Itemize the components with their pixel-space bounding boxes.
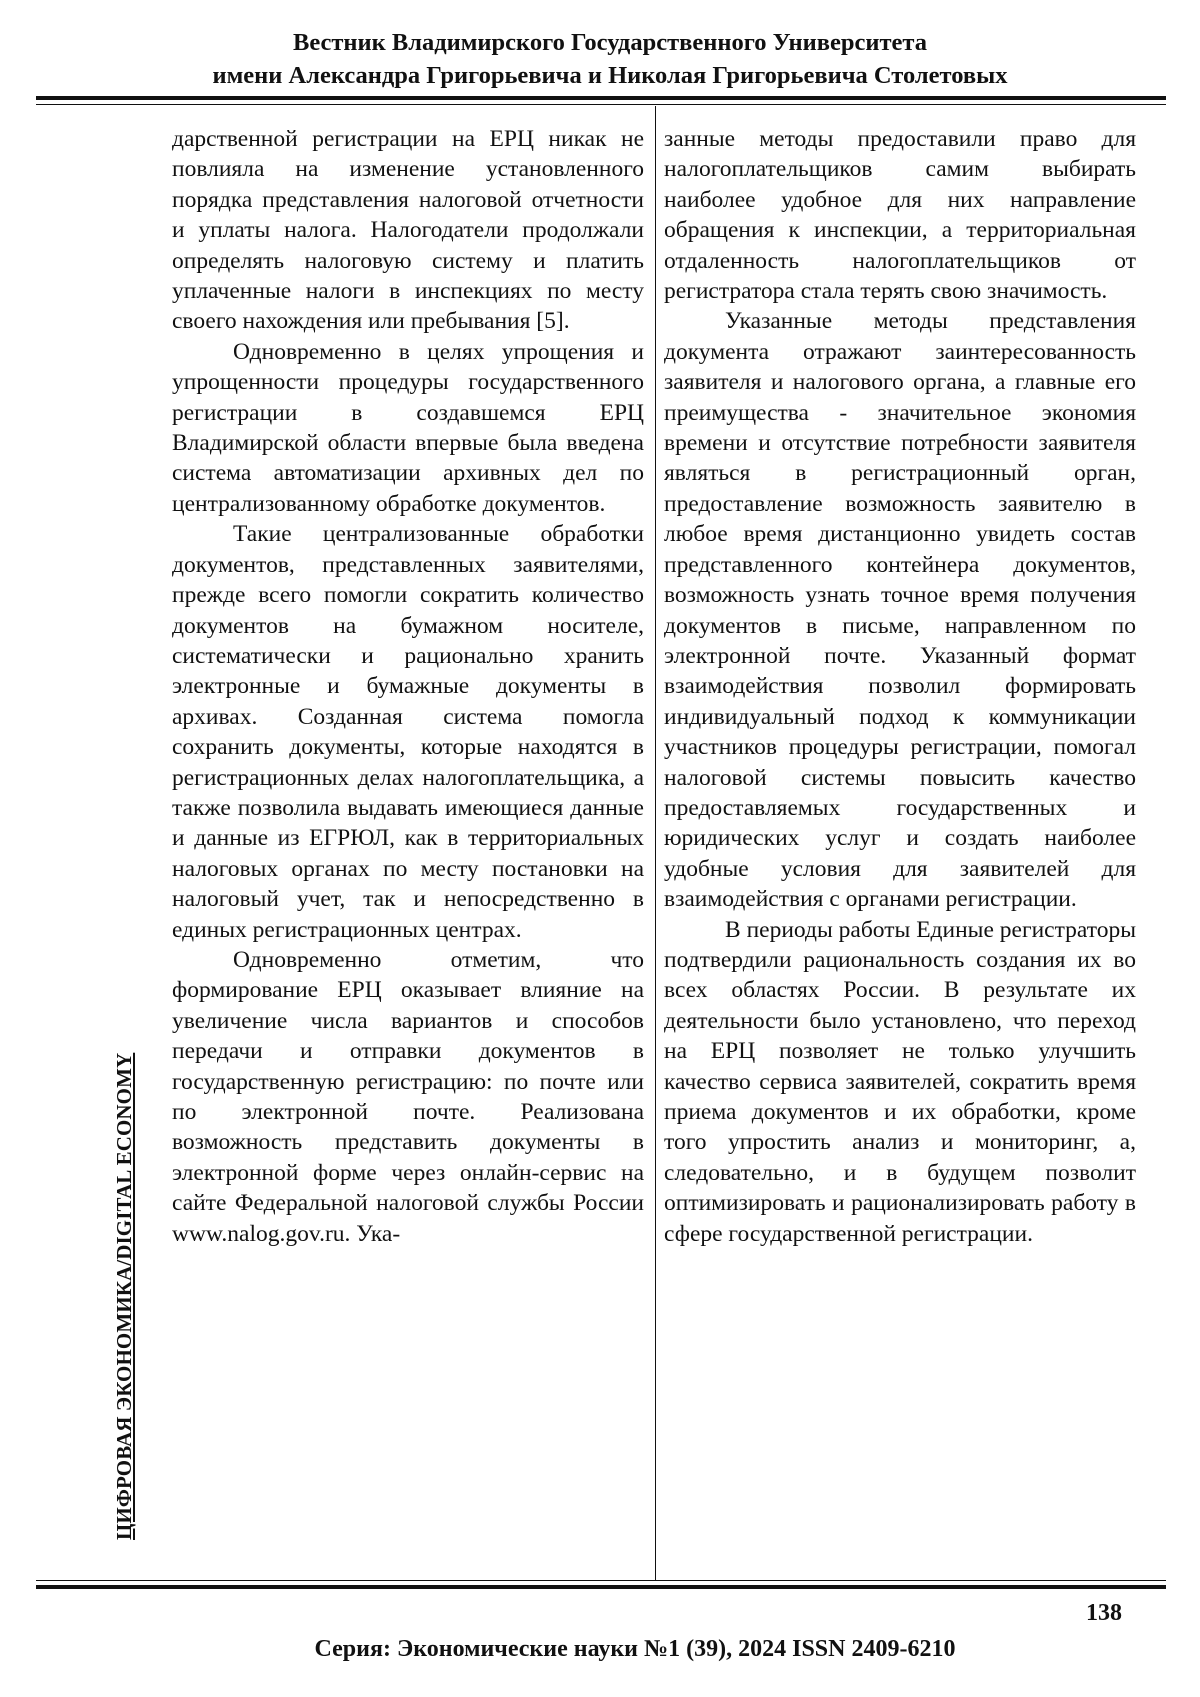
header-rule-thin xyxy=(36,104,1166,105)
paragraph: В периоды работы Единые регистраторы подтвердили рациональность создания их во всех областях России. В результате их деятельности было установлено, что переход на ЕРЦ позволяет не только улучшить качество сервиса заявителей, сократить время приема документов и их обработки, кроме того упростить анализ и мониторинг, а, следовательно, и в будущем позволит оптимизировать и рационализировать работу в сфере государственной регистрации. xyxy=(664,916,1136,1247)
header-rule-thick xyxy=(36,96,1166,100)
page-number: 138 xyxy=(1086,1600,1122,1626)
paragraph: дарственной регистрации на ЕРЦ никак не повлияла на изменение установленного порядка представления налоговой отчетности и уплаты налога. Налогодатели продолжали определять налоговую систему и платить уплаченные налоги в инспекциях по месту своего нахождения или пребывания [5]. xyxy=(172,126,644,335)
column-divider xyxy=(655,106,656,1580)
paragraph: занные методы предоставили право для налогоплательщиков самим выбирать наиболее удобное для них направление обращения к инспекции, а территориальная отдаленность налогоплательщиков от регистратора стала терять свою значимость. xyxy=(664,126,1136,305)
paragraph: Такие централизованные обработки документов, представленных заявителями, прежде всего помогли сократить количество документов на бумажном носителе, систематически и рационально хранить электронные и бумажные документы в архивах. Созданная система помогла сохранить документы, которые находятся в регистрационных делах налогоплательщика, а также позволила выдавать имеющиеся данные и данные из ЕГРЮЛ, как в территориальных налоговых органах по месту постановки на налоговый учет, так и непосредственно в единых регистрационных центрах. xyxy=(172,521,644,943)
paragraph: Одновременно отметим, что формирование ЕРЦ оказывает влияние на увеличение числа вариантов и способов передачи и отправки документов в государственную регистрацию: по почте или по электронной почте. Реализована возможность представить документы в электронной форме через онлайн-сервис на сайте Федеральной налоговой службы России www.nalog.gov.ru. Ука- xyxy=(172,946,644,1247)
left-text-column xyxy=(172,124,644,1249)
paragraph: Одновременно в целях упрощения и упрощенности процедуры государственного регистрации в создавшемся ЕРЦ Владимирской области впервые была введена система автоматизации архивных дел по централизованному обработке документов. xyxy=(172,338,644,517)
paragraph: Указанные методы представления документа отражают заинтересованность заявителя и налогового органа, а главные его преимущества - значительное экономия времени и отсутствие потребности заявителя являться в регистрационный орган, предоставление возможность заявителю в любое время дистанционно увидеть состав представленного контейнера документов, возможность узнать точное время получения документов в письме, направленном по электронной почте. Указанный формат взаимодействия позволил формировать индивидуальный подход к коммуникации участников процедуры регистрации, помогал налоговой системы повысить качество предоставляемых государственных и юридических услуг и создать наиболее удобные условия для заявителей для взаимодействия с органами регистрации. xyxy=(664,308,1136,913)
journal-header xyxy=(0,26,1200,92)
section-side-label: ЦИФРОВАЯ ЭКОНОМИКА/DIGITAL ECONOMY xyxy=(112,1052,136,1540)
footer-rule-thin xyxy=(36,1580,1166,1581)
footer-rule-thick xyxy=(36,1585,1166,1589)
right-text-column xyxy=(664,124,1136,1249)
journal-title-line-2: имени Александра Григорьевича и Николая Григорьевича Столетовых xyxy=(212,62,1008,89)
series-footer: Серия: Экономические науки №1 (39), 2024 ISSN 2409-6210 xyxy=(314,1636,956,1662)
journal-title-line-1: Вестник Владимирского Государственного Университета xyxy=(293,29,927,56)
